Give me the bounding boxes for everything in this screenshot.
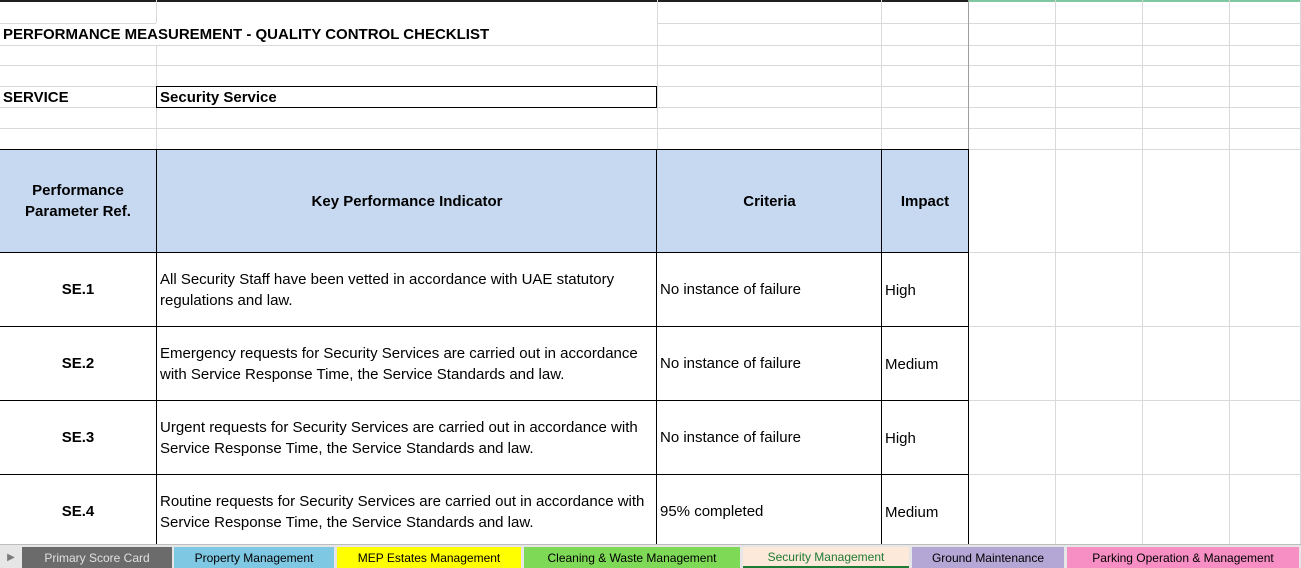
row-impact[interactable]: High — [885, 430, 916, 447]
row-ref[interactable]: SE.1 — [61, 281, 95, 298]
header-kpi: Key Performance Indicator — [311, 192, 503, 210]
selection-highlight — [968, 0, 1301, 2]
tab-security-management[interactable]: Security Management — [743, 547, 909, 568]
row-impact[interactable]: Medium — [885, 356, 939, 373]
row-ref[interactable]: SE.2 — [61, 355, 95, 372]
row-ref[interactable]: SE.3 — [61, 429, 95, 446]
row-criteria[interactable]: No instance of failure — [660, 355, 801, 372]
row-criteria[interactable]: No instance of failure — [660, 429, 801, 446]
tab-primary-score-card[interactable]: Primary Score Card — [22, 547, 172, 568]
sheet-tab-bar — [0, 544, 1301, 568]
row-kpi[interactable]: Routine requests for Security Services are carried out in accordance with Service Response Time, the Service Standards and law. — [160, 492, 645, 531]
tab-parking-operation-management[interactable]: Parking Operation & Management — [1067, 547, 1299, 568]
row-impact[interactable]: High — [885, 282, 916, 299]
row-kpi[interactable]: Urgent requests for Security Services are carried out in accordance with Service Response Time, the Service Standards and law. — [160, 418, 638, 457]
service-label: SERVICE — [3, 88, 69, 106]
tab-ground-maintenance[interactable]: Ground Maintenance — [912, 547, 1064, 568]
row-criteria[interactable]: No instance of failure — [660, 281, 801, 298]
header-impact: Impact — [900, 192, 950, 210]
tab-property-management[interactable]: Property Management — [174, 547, 334, 568]
service-value[interactable]: Security Service — [160, 88, 277, 106]
top-border — [0, 0, 968, 2]
play-left-icon[interactable]: ▶ — [7, 552, 15, 563]
tab-mep-estates-management[interactable]: MEP Estates Management — [337, 547, 521, 568]
tab-cleaning-waste-management[interactable]: Cleaning & Waste Management — [524, 547, 740, 568]
sheet-title: PERFORMANCE MEASUREMENT - QUALITY CONTROL CHECKLIST — [3, 25, 490, 43]
header-ref: Performance Parameter Ref. — [25, 182, 131, 220]
row-ref[interactable]: SE.4 — [61, 503, 95, 520]
row-criteria[interactable]: 95% completed — [660, 503, 764, 520]
row-impact[interactable]: Medium — [885, 504, 939, 521]
row-kpi[interactable]: Emergency requests for Security Services are carried out in accordance with Service Response Time, the Service Standards and law. — [160, 344, 638, 383]
header-criteria: Criteria — [743, 192, 796, 210]
row-kpi[interactable]: All Security Staff have been vetted in accordance with UAE statutory regulations and law. — [160, 270, 615, 309]
